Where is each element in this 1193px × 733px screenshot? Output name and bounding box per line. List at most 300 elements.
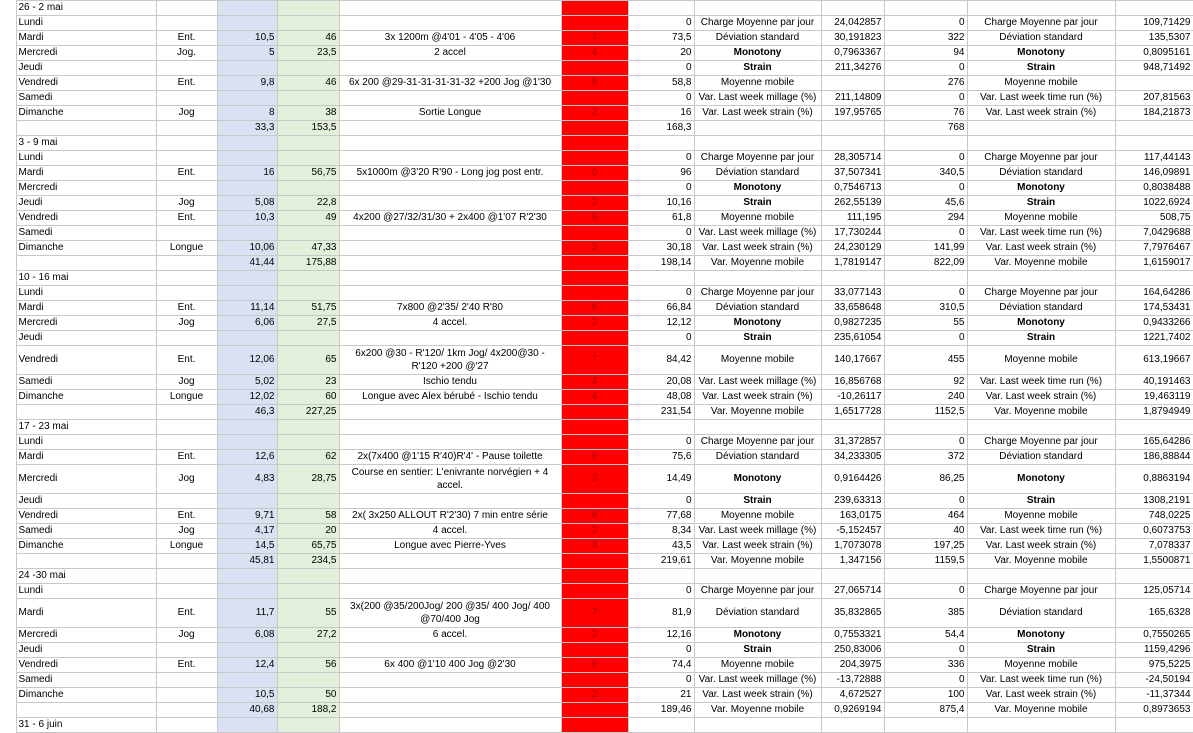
rpe-cell[interactable]: 7 <box>561 599 628 628</box>
stat2-label-cell[interactable]: Var. Last week strain (%) <box>967 241 1115 256</box>
run-time-cell[interactable]: 0 <box>884 584 967 599</box>
load-cell[interactable]: 0 <box>628 643 694 658</box>
type-cell[interactable] <box>156 405 217 420</box>
description-cell[interactable] <box>339 226 561 241</box>
stat2-label-cell[interactable]: Moyenne mobile <box>967 509 1115 524</box>
description-cell[interactable] <box>339 405 561 420</box>
rpe-cell[interactable]: 4 <box>561 46 628 61</box>
stat2-value-cell[interactable]: 186,88844 <box>1115 450 1193 465</box>
stat-value-cell[interactable]: 1,7819147 <box>821 256 884 271</box>
rpe-cell[interactable] <box>561 256 628 271</box>
stat2-label-cell[interactable]: Strain <box>967 61 1115 76</box>
type-cell[interactable]: Longue <box>156 241 217 256</box>
day-cell[interactable]: Mardi <box>16 166 156 181</box>
stat-label-cell[interactable]: Var. Last week strain (%) <box>694 241 821 256</box>
duration-cell[interactable]: 188,2 <box>277 703 339 718</box>
duration-cell[interactable] <box>277 181 339 196</box>
load-cell[interactable]: 77,68 <box>628 509 694 524</box>
duration-cell[interactable]: 65 <box>277 346 339 375</box>
distance-cell[interactable]: 4,83 <box>217 465 277 494</box>
rpe-cell[interactable] <box>561 435 628 450</box>
run-time-cell[interactable]: 94 <box>884 46 967 61</box>
duration-cell[interactable]: 65,75 <box>277 539 339 554</box>
stat-label-cell[interactable]: Monotony <box>694 46 821 61</box>
run-time-cell[interactable]: 0 <box>884 181 967 196</box>
load-cell[interactable]: 58,8 <box>628 76 694 91</box>
stat2-label-cell[interactable]: Var. Moyenne mobile <box>967 256 1115 271</box>
load-cell[interactable]: 0 <box>628 286 694 301</box>
stat2-label-cell[interactable]: Strain <box>967 331 1115 346</box>
stat2-label-cell[interactable]: Monotony <box>967 628 1115 643</box>
distance-cell[interactable] <box>217 286 277 301</box>
empty-cell[interactable] <box>694 136 821 151</box>
day-cell[interactable] <box>16 405 156 420</box>
stat-label-cell[interactable]: Var. Last week strain (%) <box>694 390 821 405</box>
run-time-cell[interactable]: 0 <box>884 91 967 106</box>
empty-cell[interactable] <box>339 420 561 435</box>
stat-label-cell[interactable]: Charge Moyenne par jour <box>694 584 821 599</box>
rpe-cell[interactable]: 2 <box>561 316 628 331</box>
empty-cell[interactable] <box>561 420 628 435</box>
stat2-value-cell[interactable]: 135,5307 <box>1115 31 1193 46</box>
run-time-cell[interactable]: 0 <box>884 643 967 658</box>
stat2-label-cell[interactable]: Déviation standard <box>967 301 1115 316</box>
stat2-label-cell[interactable]: Monotony <box>967 181 1115 196</box>
duration-cell[interactable] <box>277 151 339 166</box>
type-cell[interactable]: Ent. <box>156 166 217 181</box>
description-cell[interactable]: Longue avec Pierre-Yves <box>339 539 561 554</box>
stat-value-cell[interactable]: -10,26117 <box>821 390 884 405</box>
load-cell[interactable]: 61,8 <box>628 211 694 226</box>
stat-label-cell[interactable]: Strain <box>694 331 821 346</box>
day-cell[interactable]: Dimanche <box>16 390 156 405</box>
stat2-label-cell[interactable]: Var. Last week strain (%) <box>967 539 1115 554</box>
empty-cell[interactable] <box>821 136 884 151</box>
duration-cell[interactable]: 46 <box>277 31 339 46</box>
empty-cell[interactable] <box>1115 1 1193 16</box>
stat2-label-cell[interactable]: Déviation standard <box>967 450 1115 465</box>
stat-label-cell[interactable]: Charge Moyenne par jour <box>694 435 821 450</box>
stat-value-cell[interactable]: 24,230129 <box>821 241 884 256</box>
run-time-cell[interactable]: 0 <box>884 435 967 450</box>
empty-cell[interactable] <box>1115 271 1193 286</box>
stat-value-cell[interactable]: 0,7546713 <box>821 181 884 196</box>
type-cell[interactable]: Ent. <box>156 76 217 91</box>
row-number[interactable] <box>0 346 16 375</box>
distance-cell[interactable]: 8 <box>217 106 277 121</box>
description-cell[interactable]: Longue avec Alex bérubé - Ischio tendu <box>339 390 561 405</box>
load-cell[interactable]: 0 <box>628 151 694 166</box>
empty-cell[interactable] <box>156 1 217 16</box>
stat-value-cell[interactable]: 1,7073078 <box>821 539 884 554</box>
stat2-value-cell[interactable]: 109,71429 <box>1115 16 1193 31</box>
rpe-cell[interactable] <box>561 584 628 599</box>
duration-cell[interactable]: 62 <box>277 450 339 465</box>
day-cell[interactable]: Lundi <box>16 286 156 301</box>
load-cell[interactable]: 198,14 <box>628 256 694 271</box>
empty-cell[interactable] <box>884 271 967 286</box>
stat2-label-cell[interactable]: Var. Last week time run (%) <box>967 91 1115 106</box>
stat-value-cell[interactable]: 163,0175 <box>821 509 884 524</box>
stat2-value-cell[interactable]: 0,8038488 <box>1115 181 1193 196</box>
description-cell[interactable] <box>339 151 561 166</box>
day-cell[interactable]: Lundi <box>16 151 156 166</box>
day-cell[interactable] <box>16 121 156 136</box>
row-number[interactable] <box>0 76 16 91</box>
stat2-value-cell[interactable]: 7,078337 <box>1115 539 1193 554</box>
stat-label-cell[interactable]: Var. Last week millage (%) <box>694 524 821 539</box>
stat-value-cell[interactable]: -5,152457 <box>821 524 884 539</box>
distance-cell[interactable]: 4,17 <box>217 524 277 539</box>
row-number[interactable] <box>0 465 16 494</box>
duration-cell[interactable] <box>277 435 339 450</box>
stat2-label-cell[interactable]: Var. Last week strain (%) <box>967 106 1115 121</box>
stat2-value-cell[interactable]: 117,44143 <box>1115 151 1193 166</box>
stat2-value-cell[interactable]: 165,6328 <box>1115 599 1193 628</box>
stat2-label-cell[interactable]: Charge Moyenne par jour <box>967 286 1115 301</box>
stat2-label-cell[interactable]: Charge Moyenne par jour <box>967 16 1115 31</box>
empty-cell[interactable] <box>628 136 694 151</box>
rpe-cell[interactable]: 6 <box>561 301 628 316</box>
empty-cell[interactable] <box>694 271 821 286</box>
stat-value-cell[interactable]: 16,856768 <box>821 375 884 390</box>
distance-cell[interactable] <box>217 61 277 76</box>
type-cell[interactable] <box>156 331 217 346</box>
distance-cell[interactable]: 11,7 <box>217 599 277 628</box>
stat2-label-cell[interactable]: Var. Moyenne mobile <box>967 554 1115 569</box>
empty-cell[interactable] <box>561 569 628 584</box>
run-time-cell[interactable]: 822,09 <box>884 256 967 271</box>
stat-label-cell[interactable]: Strain <box>694 196 821 211</box>
stat2-value-cell[interactable]: 1159,4296 <box>1115 643 1193 658</box>
distance-cell[interactable]: 5,08 <box>217 196 277 211</box>
load-cell[interactable]: 20,08 <box>628 375 694 390</box>
empty-cell[interactable] <box>156 420 217 435</box>
empty-cell[interactable] <box>1115 420 1193 435</box>
type-cell[interactable]: Jog <box>156 375 217 390</box>
stat-value-cell[interactable]: 27,065714 <box>821 584 884 599</box>
stat-label-cell[interactable]: Moyenne mobile <box>694 76 821 91</box>
run-time-cell[interactable]: 92 <box>884 375 967 390</box>
stat2-value-cell[interactable] <box>1115 76 1193 91</box>
duration-cell[interactable]: 49 <box>277 211 339 226</box>
description-cell[interactable]: 6x 400 @1'10 400 Jog @2'30 <box>339 658 561 673</box>
week-label-cell[interactable]: 26 - 2 mai <box>16 1 156 16</box>
run-time-cell[interactable]: 45,6 <box>884 196 967 211</box>
empty-cell[interactable] <box>1115 718 1193 733</box>
row-number[interactable] <box>0 316 16 331</box>
empty-cell[interactable] <box>884 1 967 16</box>
description-cell[interactable]: 3x(200 @35/200Jog/ 200 @35/ 400 Jog/ 400 @70/400 Jog <box>339 599 561 628</box>
duration-cell[interactable]: 27,2 <box>277 628 339 643</box>
distance-cell[interactable]: 9,8 <box>217 76 277 91</box>
run-time-cell[interactable]: 86,25 <box>884 465 967 494</box>
stat2-value-cell[interactable]: 0,9433266 <box>1115 316 1193 331</box>
stat-label-cell[interactable]: Charge Moyenne par jour <box>694 286 821 301</box>
run-time-cell[interactable]: 141,99 <box>884 241 967 256</box>
run-time-cell[interactable]: 294 <box>884 211 967 226</box>
day-cell[interactable]: Mardi <box>16 599 156 628</box>
stat2-label-cell[interactable]: Charge Moyenne par jour <box>967 151 1115 166</box>
type-cell[interactable]: Ent. <box>156 450 217 465</box>
stat-value-cell[interactable]: 35,832865 <box>821 599 884 628</box>
stat2-label-cell[interactable]: Var. Last week time run (%) <box>967 673 1115 688</box>
type-cell[interactable] <box>156 435 217 450</box>
type-cell[interactable] <box>156 643 217 658</box>
run-time-cell[interactable]: 0 <box>884 494 967 509</box>
type-cell[interactable] <box>156 494 217 509</box>
stat2-value-cell[interactable]: 1,5500871 <box>1115 554 1193 569</box>
load-cell[interactable]: 75,6 <box>628 450 694 465</box>
run-time-cell[interactable]: 0 <box>884 286 967 301</box>
type-cell[interactable]: Longue <box>156 390 217 405</box>
stat2-label-cell[interactable]: Var. Last week strain (%) <box>967 390 1115 405</box>
description-cell[interactable] <box>339 703 561 718</box>
duration-cell[interactable]: 227,25 <box>277 405 339 420</box>
type-cell[interactable]: Jog <box>156 196 217 211</box>
stat2-label-cell[interactable]: Moyenne mobile <box>967 211 1115 226</box>
stat-value-cell[interactable]: 140,17667 <box>821 346 884 375</box>
duration-cell[interactable]: 60 <box>277 390 339 405</box>
stat-value-cell[interactable]: 33,658648 <box>821 301 884 316</box>
description-cell[interactable]: 4x200 @27/32/31/30 + 2x400 @1'07 R'2'30 <box>339 211 561 226</box>
rpe-cell[interactable]: 2 <box>561 524 628 539</box>
row-number[interactable] <box>0 524 16 539</box>
rpe-cell[interactable] <box>561 91 628 106</box>
description-cell[interactable] <box>339 121 561 136</box>
description-cell[interactable]: 2 accel <box>339 46 561 61</box>
distance-cell[interactable]: 5 <box>217 46 277 61</box>
stat2-label-cell[interactable]: Monotony <box>967 316 1115 331</box>
description-cell[interactable]: 6x 200 @29-31-31-31-31-32 +200 Jog @1'30 <box>339 76 561 91</box>
distance-cell[interactable]: 14,5 <box>217 539 277 554</box>
row-number[interactable] <box>0 658 16 673</box>
empty-cell[interactable] <box>694 1 821 16</box>
load-cell[interactable]: 48,08 <box>628 390 694 405</box>
stat2-value-cell[interactable]: 1022,6924 <box>1115 196 1193 211</box>
stat2-label-cell[interactable]: Déviation standard <box>967 166 1115 181</box>
stat2-value-cell[interactable] <box>1115 121 1193 136</box>
distance-cell[interactable]: 12,02 <box>217 390 277 405</box>
stat2-value-cell[interactable]: 613,19667 <box>1115 346 1193 375</box>
rpe-cell[interactable]: 7 <box>561 346 628 375</box>
load-cell[interactable]: 21 <box>628 688 694 703</box>
duration-cell[interactable] <box>277 584 339 599</box>
stat2-label-cell[interactable]: Monotony <box>967 465 1115 494</box>
rpe-cell[interactable] <box>561 673 628 688</box>
distance-cell[interactable]: 46,3 <box>217 405 277 420</box>
stat2-value-cell[interactable]: 748,0225 <box>1115 509 1193 524</box>
stat-value-cell[interactable]: 34,233305 <box>821 450 884 465</box>
stat-label-cell[interactable]: Déviation standard <box>694 166 821 181</box>
day-cell[interactable]: Vendredi <box>16 346 156 375</box>
duration-cell[interactable]: 56,75 <box>277 166 339 181</box>
distance-cell[interactable]: 11,14 <box>217 301 277 316</box>
distance-cell[interactable]: 10,06 <box>217 241 277 256</box>
stat-label-cell[interactable]: Monotony <box>694 628 821 643</box>
stat-label-cell[interactable]: Moyenne mobile <box>694 211 821 226</box>
stat2-label-cell[interactable]: Var. Last week time run (%) <box>967 524 1115 539</box>
type-cell[interactable]: Ent. <box>156 509 217 524</box>
row-number[interactable] <box>0 584 16 599</box>
distance-cell[interactable]: 10,3 <box>217 211 277 226</box>
duration-cell[interactable] <box>277 16 339 31</box>
distance-cell[interactable] <box>217 226 277 241</box>
day-cell[interactable]: Mardi <box>16 31 156 46</box>
run-time-cell[interactable]: 54,4 <box>884 628 967 643</box>
duration-cell[interactable] <box>277 673 339 688</box>
stat2-value-cell[interactable]: 7,7976467 <box>1115 241 1193 256</box>
run-time-cell[interactable]: 0 <box>884 16 967 31</box>
load-cell[interactable]: 0 <box>628 181 694 196</box>
stat-value-cell[interactable] <box>821 76 884 91</box>
day-cell[interactable]: Lundi <box>16 435 156 450</box>
run-time-cell[interactable]: 0 <box>884 226 967 241</box>
stat-label-cell[interactable]: Monotony <box>694 181 821 196</box>
stat-label-cell[interactable]: Var. Last week millage (%) <box>694 91 821 106</box>
rpe-cell[interactable] <box>561 226 628 241</box>
duration-cell[interactable]: 175,88 <box>277 256 339 271</box>
row-number[interactable] <box>0 718 16 733</box>
distance-cell[interactable]: 6,08 <box>217 628 277 643</box>
row-number[interactable] <box>0 405 16 420</box>
stat-value-cell[interactable]: 197,95765 <box>821 106 884 121</box>
day-cell[interactable]: Mercredi <box>16 628 156 643</box>
rpe-cell[interactable] <box>561 151 628 166</box>
load-cell[interactable]: 84,42 <box>628 346 694 375</box>
load-cell[interactable]: 12,16 <box>628 628 694 643</box>
stat-value-cell[interactable]: 17,730244 <box>821 226 884 241</box>
day-cell[interactable]: Mercredi <box>16 46 156 61</box>
stat-label-cell[interactable]: Moyenne mobile <box>694 509 821 524</box>
empty-cell[interactable] <box>821 1 884 16</box>
row-number[interactable] <box>0 599 16 628</box>
stat2-value-cell[interactable]: 40,191463 <box>1115 375 1193 390</box>
stat2-label-cell[interactable]: Var. Last week time run (%) <box>967 226 1115 241</box>
type-cell[interactable]: Jog <box>156 465 217 494</box>
description-cell[interactable] <box>339 61 561 76</box>
distance-cell[interactable] <box>217 331 277 346</box>
rpe-cell[interactable]: 3 <box>561 241 628 256</box>
empty-cell[interactable] <box>628 569 694 584</box>
distance-cell[interactable]: 12,4 <box>217 658 277 673</box>
stat2-label-cell[interactable]: Strain <box>967 494 1115 509</box>
stat-label-cell[interactable]: Moyenne mobile <box>694 346 821 375</box>
type-cell[interactable]: Jog <box>156 106 217 121</box>
stat2-label-cell[interactable]: Var. Moyenne mobile <box>967 703 1115 718</box>
stat-label-cell[interactable]: Strain <box>694 494 821 509</box>
stat2-value-cell[interactable]: -24,50194 <box>1115 673 1193 688</box>
stat2-value-cell[interactable]: 0,7550265 <box>1115 628 1193 643</box>
distance-cell[interactable]: 33,3 <box>217 121 277 136</box>
stat-value-cell[interactable]: 31,372857 <box>821 435 884 450</box>
load-cell[interactable]: 0 <box>628 61 694 76</box>
stat-label-cell[interactable]: Var. Last week millage (%) <box>694 375 821 390</box>
week-label-cell[interactable]: 24 -30 mai <box>16 569 156 584</box>
stat2-value-cell[interactable]: 1221,7402 <box>1115 331 1193 346</box>
rpe-cell[interactable] <box>561 181 628 196</box>
run-time-cell[interactable]: 55 <box>884 316 967 331</box>
stat2-value-cell[interactable]: 7,0429688 <box>1115 226 1193 241</box>
day-cell[interactable]: Jeudi <box>16 61 156 76</box>
stat-label-cell[interactable]: Déviation standard <box>694 301 821 316</box>
description-cell[interactable]: 6x200 @30 - R'120/ 1km Jog/ 4x200@30 - R'120 +200 @'27 <box>339 346 561 375</box>
run-time-cell[interactable]: 455 <box>884 346 967 375</box>
empty-cell[interactable] <box>339 136 561 151</box>
stat2-label-cell[interactable]: Strain <box>967 643 1115 658</box>
empty-cell[interactable] <box>156 569 217 584</box>
description-cell[interactable]: 7x800 @2'35/ 2'40 R'80 <box>339 301 561 316</box>
stat-value-cell[interactable]: 0,7553321 <box>821 628 884 643</box>
empty-cell[interactable] <box>884 569 967 584</box>
duration-cell[interactable]: 51,75 <box>277 301 339 316</box>
day-cell[interactable]: Samedi <box>16 673 156 688</box>
run-time-cell[interactable]: 197,25 <box>884 539 967 554</box>
row-number[interactable] <box>0 256 16 271</box>
stat-label-cell[interactable]: Déviation standard <box>694 450 821 465</box>
load-cell[interactable]: 10,16 <box>628 196 694 211</box>
duration-cell[interactable]: 47,33 <box>277 241 339 256</box>
empty-cell[interactable] <box>217 271 277 286</box>
stat-value-cell[interactable]: 239,63313 <box>821 494 884 509</box>
description-cell[interactable]: Ischio tendu <box>339 375 561 390</box>
distance-cell[interactable]: 41,44 <box>217 256 277 271</box>
rpe-cell[interactable] <box>561 331 628 346</box>
empty-cell[interactable] <box>561 718 628 733</box>
stat2-label-cell[interactable]: Var. Last week strain (%) <box>967 688 1115 703</box>
run-time-cell[interactable]: 40 <box>884 524 967 539</box>
type-cell[interactable] <box>156 554 217 569</box>
empty-cell[interactable] <box>821 569 884 584</box>
row-number[interactable] <box>0 539 16 554</box>
stat2-value-cell[interactable]: 146,09891 <box>1115 166 1193 181</box>
distance-cell[interactable]: 12,06 <box>217 346 277 375</box>
stat-label-cell[interactable]: Moyenne mobile <box>694 658 821 673</box>
row-number[interactable] <box>0 136 16 151</box>
empty-cell[interactable] <box>967 1 1115 16</box>
day-cell[interactable]: Samedi <box>16 226 156 241</box>
type-cell[interactable] <box>156 703 217 718</box>
rpe-cell[interactable] <box>561 703 628 718</box>
empty-cell[interactable] <box>694 569 821 584</box>
stat2-label-cell[interactable] <box>967 121 1115 136</box>
description-cell[interactable]: 2x(7x400 @1'15 R'40)R'4' - Pause toilette <box>339 450 561 465</box>
stat2-label-cell[interactable]: Var. Last week time run (%) <box>967 375 1115 390</box>
run-time-cell[interactable]: 240 <box>884 390 967 405</box>
description-cell[interactable]: Sortie Longue <box>339 106 561 121</box>
description-cell[interactable] <box>339 584 561 599</box>
week-label-cell[interactable]: 31 - 6 juin <box>16 718 156 733</box>
rpe-cell[interactable]: 6 <box>561 166 628 181</box>
distance-cell[interactable] <box>217 435 277 450</box>
rpe-cell[interactable] <box>561 286 628 301</box>
distance-cell[interactable]: 45,81 <box>217 554 277 569</box>
type-cell[interactable] <box>156 226 217 241</box>
run-time-cell[interactable]: 768 <box>884 121 967 136</box>
duration-cell[interactable]: 23 <box>277 375 339 390</box>
stat2-value-cell[interactable]: 184,21873 <box>1115 106 1193 121</box>
stat2-label-cell[interactable]: Moyenne mobile <box>967 76 1115 91</box>
stat2-label-cell[interactable]: Moyenne mobile <box>967 346 1115 375</box>
load-cell[interactable]: 0 <box>628 91 694 106</box>
load-cell[interactable]: 66,84 <box>628 301 694 316</box>
duration-cell[interactable]: 50 <box>277 688 339 703</box>
stat-value-cell[interactable]: 30,191823 <box>821 31 884 46</box>
row-number[interactable] <box>0 46 16 61</box>
empty-cell[interactable] <box>156 271 217 286</box>
stat-value-cell[interactable] <box>821 121 884 136</box>
day-cell[interactable]: Mercredi <box>16 181 156 196</box>
